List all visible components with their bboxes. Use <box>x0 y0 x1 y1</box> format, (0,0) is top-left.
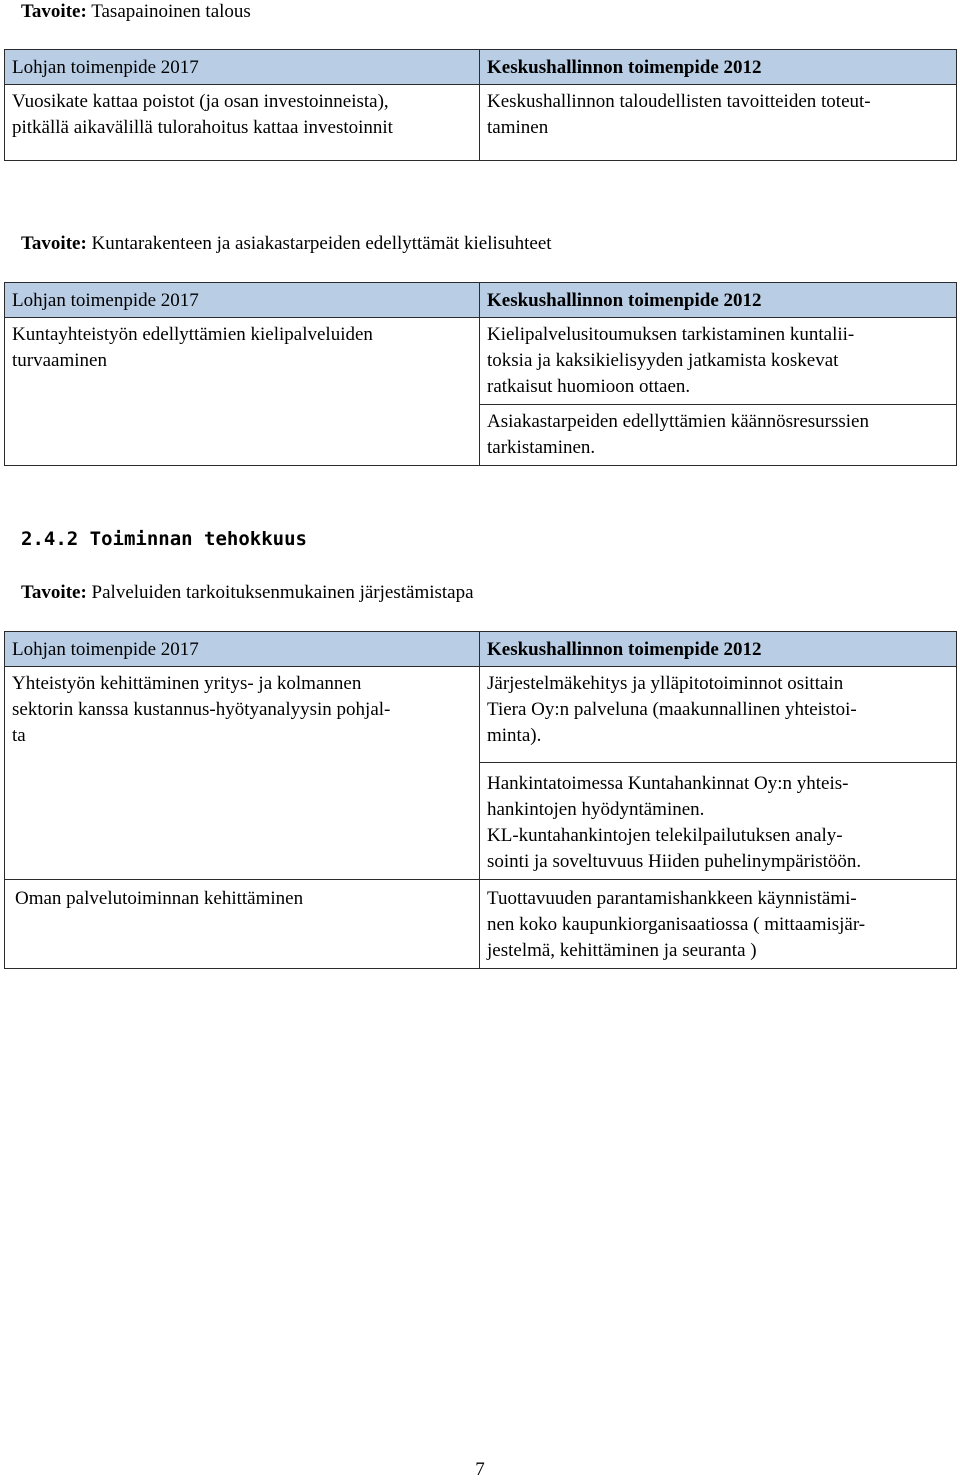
cell-right <box>480 667 957 763</box>
header-left: Lohjan toimenpide 2017 <box>5 50 480 85</box>
cell-line: pitkällä aikavälillä tulorahoitus kattaa investoinnit <box>12 117 393 138</box>
cell-line: Asiakastarpeiden edellyttämien käännösresurssien <box>487 411 869 432</box>
table-row <box>5 318 957 405</box>
goal-text: Palveluiden tarkoituksenmukainen järjestämistapa <box>91 582 474 603</box>
cell-line: Tiera Oy:n palveluna (maakunnallinen yhteistoi- <box>487 699 857 720</box>
goal-label: Tavoite: <box>21 233 87 254</box>
cell-line: Tuottavuuden parantamishankkeen käynnistämi- <box>487 888 857 909</box>
cell-right <box>480 405 957 466</box>
cell-line: tarkistaminen. <box>487 437 596 458</box>
cell-line: taminen <box>487 117 549 138</box>
cell-right <box>480 85 957 161</box>
table-header-row <box>5 632 957 667</box>
cell-right <box>480 318 957 405</box>
table-row <box>5 880 957 969</box>
cell-line: Yhteistyön kehittäminen yritys- ja kolmannen <box>12 673 362 694</box>
cell-left <box>5 318 480 466</box>
goal-heading <box>21 232 552 256</box>
cell-line: Hankintatoimessa Kuntahankinnat Oy:n yhteis- <box>487 773 849 794</box>
cell-left <box>5 880 480 969</box>
cell-line: turvaaminen <box>12 350 107 371</box>
cell-line: toksia ja kaksikielisyyden jatkamista koskevat <box>487 350 839 371</box>
cell-line: sointi ja soveltuvuus Hiiden puhelinympäristöön. <box>487 851 862 872</box>
header-right: Keskushallinnon toimenpide 2012 <box>480 283 957 318</box>
cell-left <box>5 667 480 880</box>
cell-line: hankintojen hyödyntäminen. <box>487 799 705 820</box>
measures-table <box>4 282 957 466</box>
cell-line: KL-kuntahankintojen telekilpailutuksen analy- <box>487 825 843 846</box>
cell-line: Kielipalvelusitoumuksen tarkistaminen kuntalii- <box>487 324 855 345</box>
cell-left <box>5 85 480 161</box>
goal-heading <box>21 581 474 605</box>
table-row <box>5 667 957 763</box>
cell-line: Keskushallinnon taloudellisten tavoitteiden toteut- <box>487 91 871 112</box>
header-right: Keskushallinnon toimenpide 2012 <box>480 632 957 667</box>
cell-line: nen koko kaupunkiorganisaatiossa ( mittaamisjär- <box>487 914 866 935</box>
cell-line: jestelmä, kehittäminen ja seuranta ) <box>487 940 757 961</box>
cell-line: Kuntayhteistyön edellyttämien kielipalveluiden <box>12 324 373 345</box>
section-heading: 2.4.2 Toiminnan tehokkuus <box>21 528 307 550</box>
cell-line: Järjestelmäkehitys ja ylläpitotoiminnot osittain <box>487 673 844 694</box>
cell-line: sektorin kanssa kustannus-hyötyanalyysin pohjal- <box>12 699 391 720</box>
header-left: Lohjan toimenpide 2017 <box>5 283 480 318</box>
cell-line: Vuosikate kattaa poistot (ja osan investoinneista), <box>12 91 389 112</box>
table-header-row <box>5 283 957 318</box>
header-right: Keskushallinnon toimenpide 2012 <box>480 50 957 85</box>
measures-table <box>4 49 957 161</box>
header-left: Lohjan toimenpide 2017 <box>5 632 480 667</box>
table-row <box>5 85 957 161</box>
cell-line: ratkaisut huomioon ottaen. <box>487 376 691 397</box>
cell-right <box>480 880 957 969</box>
goal-heading <box>21 0 251 24</box>
page-number: 7 <box>475 1459 485 1480</box>
goal-text: Tasapainoinen talous <box>91 1 251 22</box>
goal-label: Tavoite: <box>21 582 87 603</box>
cell-line: Oman palvelutoiminnan kehittäminen <box>15 888 304 909</box>
cell-right <box>480 763 957 880</box>
goal-label: Tavoite: <box>21 1 87 22</box>
cell-line: ta <box>12 725 26 746</box>
measures-table <box>4 631 957 969</box>
goal-text: Kuntarakenteen ja asiakastarpeiden edellyttämät kielisuhteet <box>91 233 552 254</box>
table-header-row <box>5 50 957 85</box>
cell-line: minta). <box>487 725 542 746</box>
